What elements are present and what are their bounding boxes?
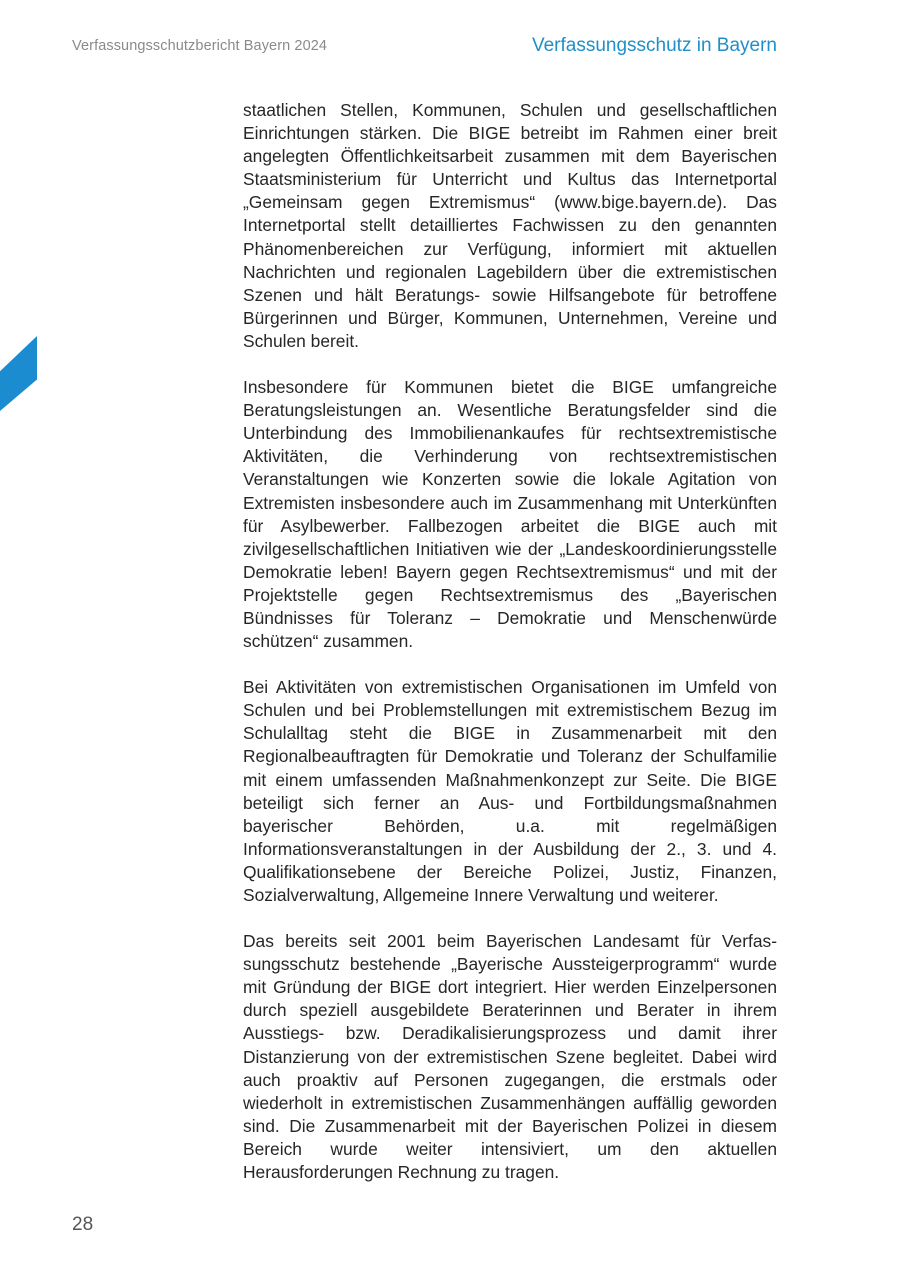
page-number: 28	[72, 1214, 94, 1235]
chapter-marker-tab	[0, 336, 37, 411]
running-header-section-title: Verfassungsschutz in Bayern	[531, 35, 777, 56]
paragraph: Bei Aktivitäten von extremistischen Organisationen im Umfeld von Schulen und bei Problemstellungen mit extremistischem Bezug im Schulalltag steht die BIGE in Zusammenarbeit mit den Regionalbeauftragten für Demokratie und Toleranz der Schulfamilie mit einem umfassenden Maßnahmenkonzept zur Seite. Die BIGE beteiligt sich ferner an Aus- und Fortbildungsmaßnahmen bayerischer Behörden, u.a. mit regelmäßigen Informationsveranstaltungen in der Ausbildung der 2., 3. und 4. Qualifikationsebene der Bereiche Polizei, Justiz, Finanzen, Sozialverwaltung, Allgemeine Innere Verwaltung und weiterer.	[243, 677, 777, 905]
body-text	[243, 99, 777, 1207]
paragraph: staatlichen Stellen, Kommunen, Schulen und gesellschaftlichen Einrichtungen stärken. Die BIGE betreibt im Rahmen einer breit angelegten Öffentlichkeitsarbeit zusammen mit dem Bayerischen Staatsministerium für Unterricht und Kultus das Internetportal „Gemeinsam gegen Extremismus“ (www.bige.bayern.de). Das Internetportal stellt detailliertes Fachwissen zu den genannten Phänomenbereichen zur Verfügung, informiert mit aktuellen Nachrichten und regionalen Lagebildern über die extremistischen Szenen und hält Beratungs- sowie Hilfsangebote für betroffene Bürgerinnen und Bürger, Kommunen, Unternehmen, Vereine und Schulen bereit.	[243, 100, 777, 351]
paragraph: Das bereits seit 2001 beim Bayerischen Landesamt für Verfassungsschutz bestehende „Bayerische Aussteigerprogramm“ wurde mit Gründung der BIGE dort integriert. Hier werden Einzelpersonen durch speziell ausgebildete Beraterinnen und Berater in ihrem Ausstiegs- bzw. Deradikalisierungsprozess und damit ihrer Distanzierung von der extremistischen Szene begleitet. Dabei wird auch proaktiv auf Personen zugegangen, die erstmals oder wiederholt in extremistischen Zusammenhängen auffällig geworden sind. Die Zusammenarbeit mit der Bayerischen Polizei in diesem Bereich wurde weiter intensiviert, um den aktuellen Herausforderungen Rechnung zu tragen.	[243, 931, 777, 1183]
running-header-report-title: Verfassungsschutzbericht Bayern 2024	[72, 38, 328, 54]
paragraph: Insbesondere für Kommunen bietet die BIGE umfangreiche Beratungsleistungen an. Wesentliche Beratungsfelder sind die Unterbindung des Immobilienankaufes für rechtsextremistische Aktivitäten, die Verhinderung von rechtsextremistischen Veranstaltungen wie Konzerten sowie die lokale Agitation von Extremisten insbesondere auch im Zusammenhang mit Unterkünften für Asylbewerber. Fallbezogen arbeitet die BIGE auch mit zivilgesellschaftlichen Initiativen wie der „Landeskoordinierungsstelle Demokratie leben! Bayern gegen Rechtsextremismus“ und mit der Projektstelle gegen Rechtsextremismus des „Bayerischen Bündnisses für Toleranz – Demokratie und Menschenwürde schützen“ zusammen.	[243, 377, 777, 652]
